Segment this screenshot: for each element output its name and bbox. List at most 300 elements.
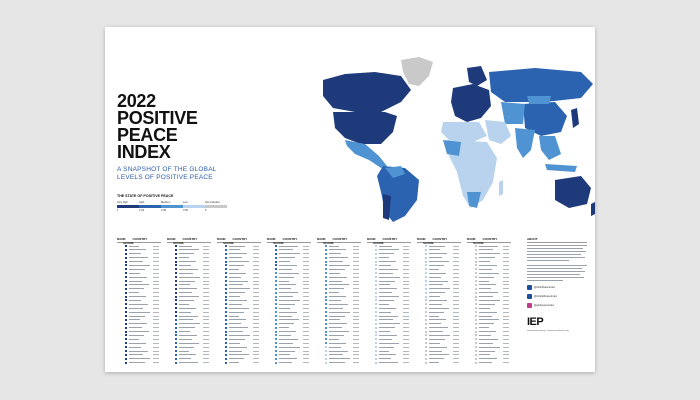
rank-color-marker: [225, 338, 227, 340]
rank-color-marker: [225, 327, 227, 329]
country-name-placeholder: [279, 265, 297, 266]
rank-color-marker: [175, 296, 177, 298]
country-name-placeholder: [179, 288, 197, 289]
score-placeholder: [453, 284, 459, 285]
score-placeholder: [353, 288, 359, 289]
country-name-placeholder: [229, 300, 247, 301]
score-placeholder: [153, 316, 159, 317]
rank-color-marker: [275, 257, 277, 259]
rank-color-marker: [225, 323, 227, 325]
rank-color-marker: [375, 245, 377, 247]
score-placeholder: [453, 300, 459, 301]
score-placeholder: [253, 323, 259, 324]
score-placeholder: [253, 292, 259, 293]
rank-color-marker: [375, 292, 377, 294]
country-name-placeholder: [329, 277, 347, 278]
rank-color-marker: [175, 303, 177, 305]
country-name-placeholder: [329, 327, 342, 328]
country-name-placeholder: [429, 257, 442, 258]
world-map: [205, 32, 595, 222]
score-placeholder: [403, 335, 409, 336]
rank-color-marker: [425, 307, 427, 309]
rank-color-marker: [125, 331, 127, 333]
country-name-placeholder: [129, 308, 143, 309]
rank-color-marker: [175, 288, 177, 290]
rank-color-marker: [325, 261, 327, 263]
score-placeholder: [453, 354, 459, 355]
score-placeholder: [403, 284, 409, 285]
rank-color-marker: [475, 296, 477, 298]
score-placeholder: [453, 246, 459, 247]
score-placeholder: [353, 265, 359, 266]
country-name-placeholder: [429, 296, 440, 297]
rank-color-marker: [325, 350, 327, 352]
rank-color-marker: [125, 261, 127, 263]
country-name-placeholder: [229, 257, 242, 258]
score-placeholder: [153, 339, 159, 340]
rank-color-marker: [375, 303, 377, 305]
country-name-placeholder: [179, 335, 197, 336]
country-name-placeholder: [179, 269, 198, 270]
score-placeholder: [403, 253, 409, 254]
country-name-placeholder: [229, 292, 245, 293]
rank-color-marker: [125, 272, 127, 274]
score-placeholder: [153, 253, 159, 254]
rank-color-marker: [375, 299, 377, 301]
rank-color-marker: [275, 284, 277, 286]
country-name-placeholder: [429, 253, 447, 254]
country-name-placeholder: [429, 354, 449, 355]
poster-title-line4: INDEX: [117, 142, 171, 162]
score-placeholder: [403, 316, 409, 317]
rank-color-marker: [475, 249, 477, 251]
country-name-placeholder: [379, 347, 394, 348]
rank-color-marker: [375, 342, 377, 344]
country-name-placeholder: [479, 351, 495, 352]
map-mongolia: [527, 96, 551, 104]
country-name-placeholder: [179, 277, 200, 278]
score-placeholder: [303, 292, 309, 293]
country-name-placeholder: [229, 358, 244, 359]
score-placeholder: [353, 277, 359, 278]
rank-color-marker: [475, 358, 477, 360]
score-placeholder: [403, 257, 409, 258]
score-placeholder: [303, 331, 309, 332]
country-name-placeholder: [129, 327, 142, 328]
country-name-placeholder: [279, 308, 290, 309]
header-score: SCORE: [323, 241, 334, 245]
score-placeholder: [503, 354, 509, 355]
map-west-africa: [443, 140, 461, 156]
country-name-placeholder: [429, 351, 442, 352]
country-name-placeholder: [279, 339, 298, 340]
header-country: COUNTRY: [182, 237, 198, 241]
rank-color-marker: [325, 249, 327, 251]
ranking-column-6: [367, 237, 411, 365]
score-placeholder: [153, 265, 159, 266]
country-name-placeholder: [479, 261, 490, 262]
score-placeholder: [303, 253, 309, 254]
subtitle-line1: A SNAPSHOT OF THE GLOBAL: [117, 166, 217, 173]
country-name-placeholder: [279, 284, 296, 285]
country-name-placeholder: [279, 288, 291, 289]
country-name-placeholder: [329, 351, 348, 352]
rank-color-marker: [375, 296, 377, 298]
score-placeholder: [203, 300, 209, 301]
legend-cat-medium: Medium: [161, 201, 171, 204]
rank-color-marker: [425, 253, 427, 255]
country-name-placeholder: [129, 269, 145, 270]
rank-color-marker: [325, 338, 327, 340]
rank-color-marker: [175, 311, 177, 313]
rank-color-marker: [175, 268, 177, 270]
country-name-placeholder: [229, 362, 239, 363]
ranking-column-5-head: [317, 237, 361, 243]
rank-color-marker: [275, 362, 277, 364]
score-placeholder: [503, 331, 509, 332]
country-name-placeholder: [179, 249, 199, 250]
map-usa: [333, 112, 397, 144]
rank-color-marker: [275, 334, 277, 336]
country-name-placeholder: [129, 288, 144, 289]
country-name-placeholder: [429, 304, 442, 305]
score-placeholder: [153, 261, 159, 262]
country-name-placeholder: [379, 354, 396, 355]
country-name-placeholder: [279, 300, 300, 301]
score-placeholder: [253, 261, 259, 262]
rank-color-marker: [275, 346, 277, 348]
rank-color-marker: [375, 331, 377, 333]
country-name-placeholder: [429, 273, 446, 274]
rank-color-marker: [225, 253, 227, 255]
map-madagascar: [499, 180, 503, 196]
table-row: [217, 361, 261, 365]
country-name-placeholder: [279, 351, 295, 352]
legend-cat-very-high: Very high: [117, 201, 128, 204]
rank-color-marker: [225, 342, 227, 344]
score-placeholder: [353, 312, 359, 313]
rank-color-marker: [425, 358, 427, 360]
score-placeholder: [303, 358, 309, 359]
country-name-placeholder: [329, 269, 345, 270]
score-placeholder: [503, 347, 509, 348]
score-placeholder: [503, 246, 509, 247]
score-placeholder: [403, 347, 409, 348]
rank-color-marker: [325, 303, 327, 305]
score-placeholder: [303, 257, 309, 258]
rank-color-marker: [275, 338, 277, 340]
country-name-placeholder: [279, 246, 298, 247]
country-name-placeholder: [329, 253, 341, 254]
score-placeholder: [403, 300, 409, 301]
rank-color-marker: [325, 280, 327, 282]
score-placeholder: [203, 316, 209, 317]
rank-color-marker: [175, 346, 177, 348]
score-placeholder: [153, 351, 159, 352]
legend-tick-1: 1: [117, 208, 119, 212]
score-placeholder: [403, 354, 409, 355]
rank-color-marker: [275, 315, 277, 317]
rank-color-marker: [125, 311, 127, 313]
rank-color-marker: [225, 261, 227, 263]
country-name-placeholder: [329, 288, 344, 289]
score-placeholder: [453, 292, 459, 293]
header-rank: RANK: [317, 237, 326, 241]
country-name-placeholder: [179, 292, 192, 293]
country-name-placeholder: [129, 257, 148, 258]
rank-color-marker: [275, 342, 277, 344]
rank-color-marker: [125, 249, 127, 251]
country-name-placeholder: [479, 343, 493, 344]
legend-swatch-high: [139, 205, 161, 208]
score-placeholder: [403, 277, 409, 278]
header-score: SCORE: [173, 241, 184, 245]
country-name-placeholder: [429, 323, 441, 324]
rank-color-marker: [225, 245, 227, 247]
rank-color-marker: [375, 338, 377, 340]
score-placeholder: [453, 327, 459, 328]
rank-color-marker: [125, 319, 127, 321]
ranking-column-8-head: [467, 237, 511, 243]
rank-color-marker: [225, 354, 227, 356]
country-name-placeholder: [229, 281, 248, 282]
rank-color-marker: [475, 261, 477, 263]
country-name-placeholder: [179, 246, 192, 247]
score-placeholder: [203, 362, 209, 363]
country-name-placeholder: [179, 300, 194, 301]
rank-color-marker: [425, 245, 427, 247]
country-name-placeholder: [479, 308, 490, 309]
score-placeholder: [203, 323, 209, 324]
country-name-placeholder: [429, 358, 444, 359]
country-name-placeholder: [379, 261, 396, 262]
country-name-placeholder: [479, 335, 491, 336]
country-name-placeholder: [379, 257, 389, 258]
country-name-placeholder: [129, 304, 148, 305]
score-placeholder: [203, 351, 209, 352]
rank-color-marker: [475, 299, 477, 301]
rank-color-marker: [175, 284, 177, 286]
country-name-placeholder: [479, 316, 492, 317]
country-name-placeholder: [179, 296, 199, 297]
rank-color-marker: [425, 284, 427, 286]
score-placeholder: [253, 269, 259, 270]
rank-color-marker: [325, 272, 327, 274]
score-placeholder: [203, 273, 209, 274]
score-placeholder: [153, 331, 159, 332]
rank-color-marker: [325, 311, 327, 313]
score-placeholder: [453, 343, 459, 344]
country-name-placeholder: [379, 292, 392, 293]
country-name-placeholder: [329, 331, 349, 332]
score-placeholder: [153, 347, 159, 348]
rank-color-marker: [175, 331, 177, 333]
country-name-placeholder: [479, 281, 489, 282]
country-name-placeholder: [279, 316, 292, 317]
country-name-placeholder: [229, 249, 240, 250]
rank-color-marker: [375, 334, 377, 336]
score-placeholder: [453, 339, 459, 340]
rank-color-marker: [175, 350, 177, 352]
country-name-placeholder: [479, 296, 493, 297]
rank-color-marker: [425, 280, 427, 282]
score-placeholder: [353, 304, 359, 305]
country-name-placeholder: [329, 265, 350, 266]
rank-color-marker: [375, 319, 377, 321]
score-placeholder: [453, 319, 459, 320]
score-placeholder: [303, 249, 309, 250]
country-name-placeholder: [329, 362, 345, 363]
rank-color-marker: [475, 257, 477, 259]
country-name-placeholder: [279, 292, 298, 293]
rank-color-marker: [475, 245, 477, 247]
score-placeholder: [303, 347, 309, 348]
country-name-placeholder: [379, 281, 395, 282]
rank-color-marker: [175, 307, 177, 309]
rank-color-marker: [325, 307, 327, 309]
ranking-column-3: [217, 237, 261, 365]
score-placeholder: [503, 339, 509, 340]
rank-color-marker: [475, 284, 477, 286]
rank-color-marker: [475, 346, 477, 348]
rank-color-marker: [125, 327, 127, 329]
rank-color-marker: [275, 292, 277, 294]
country-name-placeholder: [329, 335, 344, 336]
ranking-column-4-head: [267, 237, 311, 243]
rank-color-marker: [125, 315, 127, 317]
map-north-africa: [441, 122, 487, 142]
country-name-placeholder: [329, 316, 345, 317]
score-placeholder: [253, 358, 259, 359]
twitter-handle: @GlobPeaceIndex: [534, 285, 556, 289]
score-placeholder: [403, 319, 409, 320]
country-name-placeholder: [229, 253, 247, 254]
score-placeholder: [453, 269, 459, 270]
rank-color-marker: [325, 245, 327, 247]
country-name-placeholder: [179, 323, 200, 324]
rank-color-marker: [325, 253, 327, 255]
rank-color-marker: [125, 284, 127, 286]
country-name-placeholder: [129, 351, 148, 352]
country-name-placeholder: [129, 331, 149, 332]
score-placeholder: [303, 246, 309, 247]
country-name-placeholder: [379, 249, 399, 250]
rank-color-marker: [475, 338, 477, 340]
score-placeholder: [153, 296, 159, 297]
score-placeholder: [303, 296, 309, 297]
score-placeholder: [303, 323, 309, 324]
score-placeholder: [303, 351, 309, 352]
map-japan: [571, 108, 579, 128]
country-name-placeholder: [379, 331, 390, 332]
country-name-placeholder: [229, 316, 239, 317]
country-name-placeholder: [179, 347, 194, 348]
rank-color-marker: [125, 346, 127, 348]
rank-color-marker: [125, 350, 127, 352]
rank-color-marker: [475, 327, 477, 329]
score-placeholder: [253, 308, 259, 309]
score-placeholder: [303, 281, 309, 282]
country-name-placeholder: [279, 312, 297, 313]
country-name-placeholder: [479, 265, 497, 266]
rank-color-marker: [125, 299, 127, 301]
rank-color-marker: [225, 311, 227, 313]
country-name-placeholder: [379, 316, 398, 317]
score-placeholder: [153, 343, 159, 344]
country-name-placeholder: [279, 319, 299, 320]
country-name-placeholder: [479, 292, 498, 293]
rank-color-marker: [275, 296, 277, 298]
ranking-column-6-head: [367, 237, 411, 243]
country-name-placeholder: [229, 304, 242, 305]
rank-color-marker: [175, 276, 177, 278]
country-name-placeholder: [229, 296, 240, 297]
country-name-placeholder: [429, 265, 444, 266]
rank-color-marker: [225, 284, 227, 286]
country-name-placeholder: [229, 265, 244, 266]
country-name-placeholder: [329, 284, 349, 285]
country-name-placeholder: [479, 331, 496, 332]
country-name-placeholder: [329, 273, 340, 274]
score-placeholder: [353, 319, 359, 320]
rank-color-marker: [425, 315, 427, 317]
rank-color-marker: [475, 354, 477, 356]
rank-color-marker: [325, 284, 327, 286]
rank-color-marker: [275, 245, 277, 247]
score-placeholder: [453, 358, 459, 359]
country-name-placeholder: [129, 335, 144, 336]
rank-color-marker: [375, 257, 377, 259]
country-name-placeholder: [379, 288, 397, 289]
score-placeholder: [253, 362, 259, 363]
ranking-column-1: [117, 237, 161, 365]
country-name-placeholder: [429, 316, 439, 317]
header-country: COUNTRY: [382, 237, 398, 241]
score-placeholder: [353, 253, 359, 254]
score-placeholder: [203, 354, 209, 355]
country-name-placeholder: [179, 253, 194, 254]
score-placeholder: [403, 265, 409, 266]
rank-color-marker: [275, 358, 277, 360]
country-name-placeholder: [179, 316, 198, 317]
rank-color-marker: [375, 288, 377, 290]
header-country: COUNTRY: [332, 237, 348, 241]
rank-color-marker: [125, 338, 127, 340]
rank-color-marker: [425, 288, 427, 290]
about-paragraph-2: [527, 265, 587, 281]
rank-color-marker: [275, 323, 277, 325]
table-row: [417, 361, 461, 365]
facebook-icon: [527, 294, 532, 299]
rank-color-marker: [475, 319, 477, 321]
score-placeholder: [353, 339, 359, 340]
country-name-placeholder: [279, 362, 292, 363]
rank-color-marker: [275, 307, 277, 309]
legend-tick-4: 3.50: [183, 208, 189, 212]
country-name-placeholder: [379, 277, 400, 278]
score-placeholder: [153, 358, 159, 359]
score-placeholder: [453, 277, 459, 278]
country-name-placeholder: [479, 246, 498, 247]
score-placeholder: [503, 343, 509, 344]
rank-color-marker: [125, 257, 127, 259]
score-placeholder: [153, 246, 159, 247]
country-name-placeholder: [179, 308, 196, 309]
score-placeholder: [253, 265, 259, 266]
rank-color-marker: [225, 299, 227, 301]
score-placeholder: [403, 281, 409, 282]
rank-color-marker: [275, 319, 277, 321]
